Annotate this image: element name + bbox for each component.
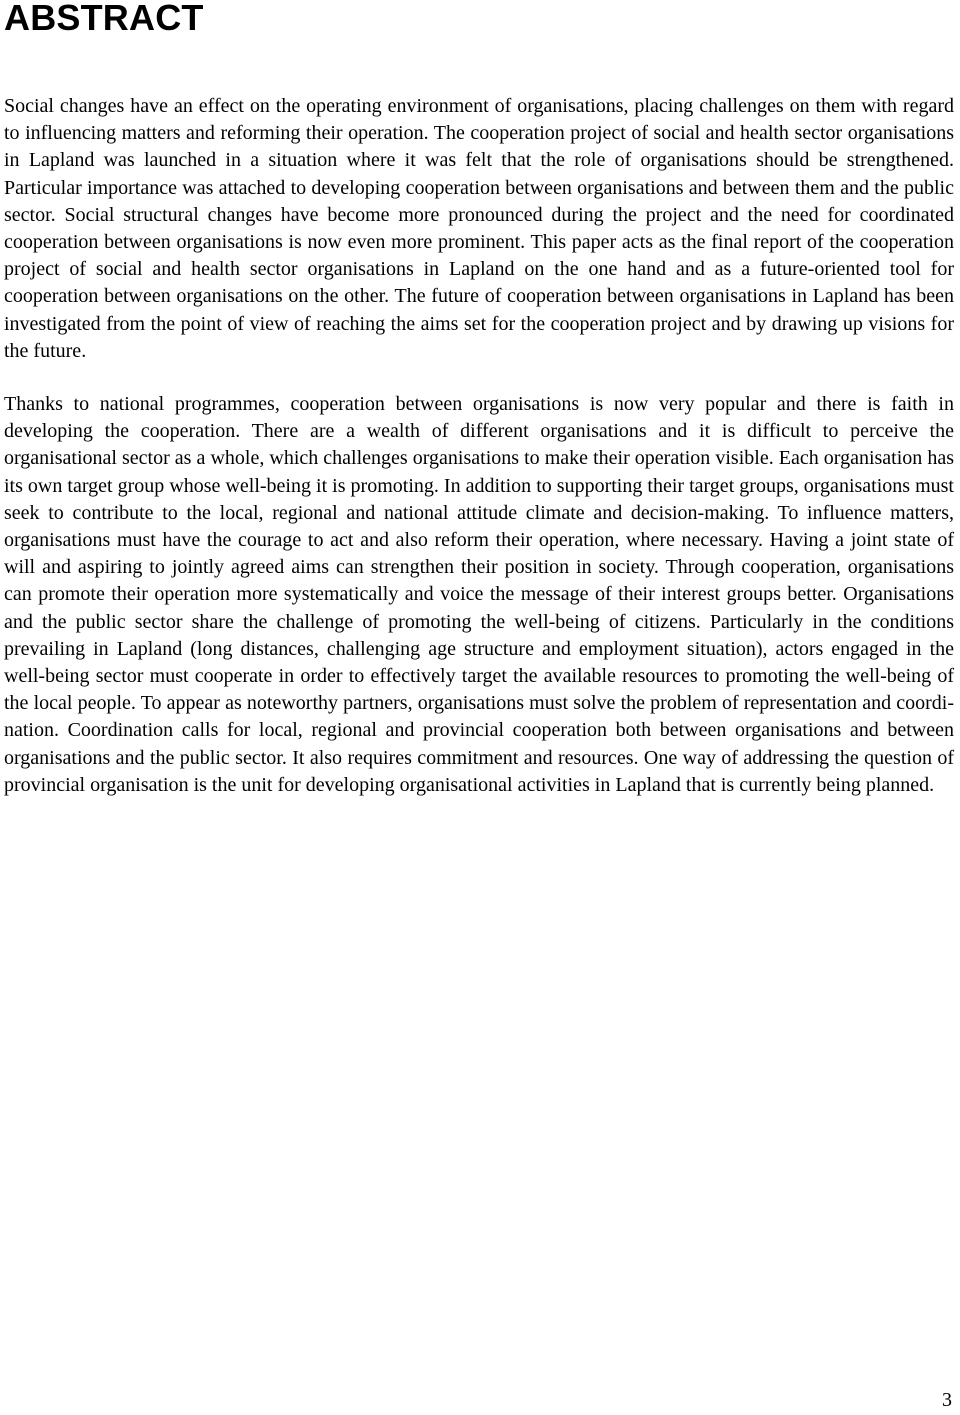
paragraph: Thanks to national programmes, cooperation between organisations is now very popular and there is faith in developing the cooperation. There are a wealth of different organisations and it is difficult to perceive the organisational sector as a whole, which challenges organisations to make their operation visible. Each organisation has its own target group whose well-being it is promoting. In addition to supporting their target groups, organisations must seek to contribute to the local, regional and national attitude climate and decision-making. To influence matters, organisations must have the courage to act and also reform their operation, where necessary. Having a joint state of will and aspiring to jointly agreed aims can strengthen their position in society. Through cooperation, organisations can promote their operation more systematically and voice the message of their interest groups better. Organisations and the public sector share the challenge of promoting the well-being of citizens. Particularly in the conditions prevailing in Lapland (long distances, challenging age structure and employment situation), actors engaged in the well-being sector must cooperate in order to effectively target the available resources to promoting the well-being of the local people. To appear as noteworthy partners, organisations must solve the problem of representation and coordination. Coordination calls for local, regional and provincial cooperation both between organisations and between organisations and the public sector. It also requires commitment and resources. One way of addressing the question of provincial organisation is the unit for developing organisational activities in Lapland that is currently being planned. — [4, 393, 954, 796]
abstract-body — [4, 93, 954, 799]
page-number: 3 — [942, 1389, 952, 1411]
section-heading: ABSTRACT — [4, 0, 204, 38]
paragraph: Social changes have an effect on the operating environment of organisations, placing challenges on them with regard to influencing matters and reforming their operation. The cooperation project of social and health sector organisations in Lapland was launched in a situation where it was felt that the role of organisations should be strengthened. Particular importance was attached to developing cooperation between organisations and between them and the public sector. Social structural changes have become more pronounced during the project and the need for coordinated cooperation between organisations is now even more prominent. This paper acts as the final report of the cooperation project of social and health sector organisations in Lapland on the one hand and as a future-oriented tool for cooperation between organisations on the other. The future of cooperation between organisations in Lapland has been investigated from the point of view of reaching the aims set for the cooperation project and by drawing up visions for the future. — [4, 95, 954, 362]
